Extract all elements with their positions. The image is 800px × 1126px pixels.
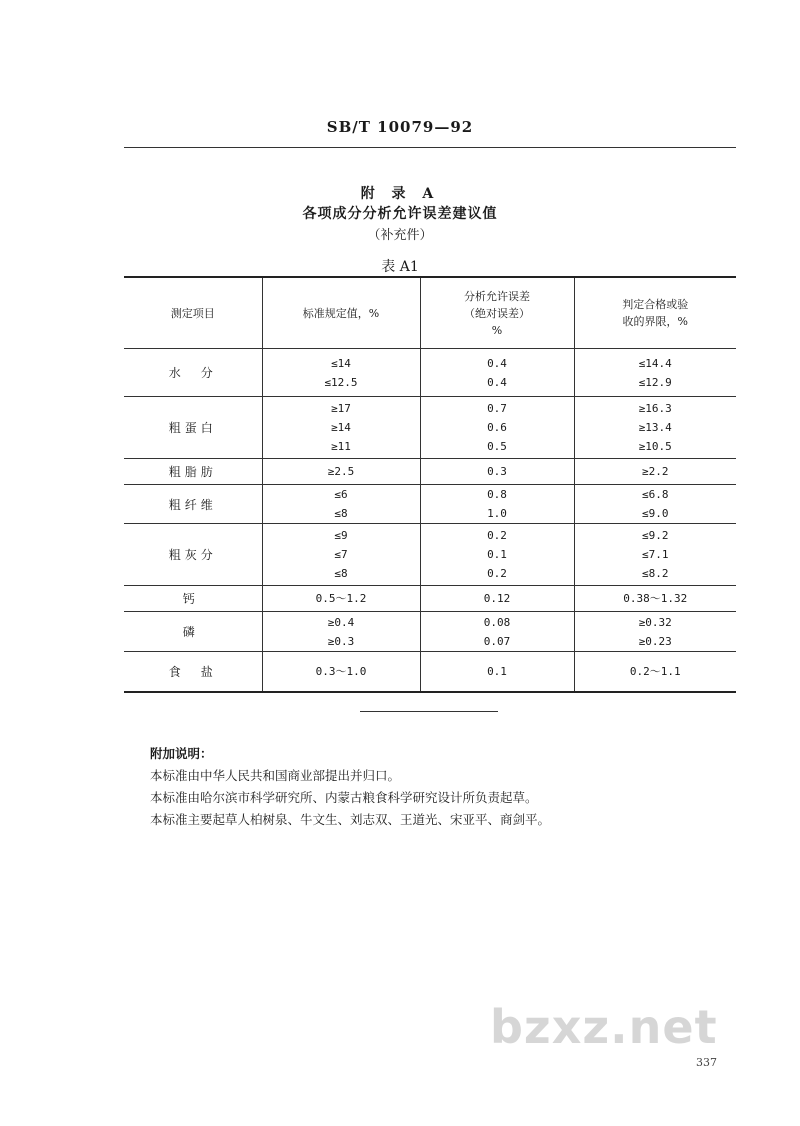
cell-value: 0.4: [487, 375, 507, 389]
table-header-row: [124, 277, 736, 349]
table-row: [124, 459, 736, 485]
cell-value: ≤14.4: [638, 356, 672, 370]
cell-value: ≤12.5: [324, 375, 358, 389]
cell-value: 0.08: [483, 615, 511, 629]
cell-tolerance: [420, 586, 574, 612]
cell-value: ≥13.4: [638, 421, 672, 434]
table-body: [124, 349, 736, 692]
cell-value: ≥2.5: [327, 465, 355, 478]
cell-value: 0.6: [487, 421, 507, 434]
header-rule: [124, 147, 736, 148]
notes-line: 本标准由哈尔滨市科学研究所、内蒙古粮食科学研究设计所负责起草。: [150, 790, 538, 805]
cell-value: ≤8: [334, 507, 348, 520]
cell-standard: [262, 612, 420, 652]
cell-value: ≥2.2: [642, 465, 669, 478]
cell-limit: [574, 349, 736, 397]
page-number: 337: [696, 1056, 717, 1069]
cell-value: ≤8: [334, 567, 348, 580]
cell-standard: [262, 459, 420, 485]
cell-standard: [262, 652, 420, 692]
notes-line: 本标准由中华人民共和国商业部提出并归口。: [150, 768, 401, 783]
cell-item: 粗脂肪: [124, 459, 262, 485]
cell-item: 粗灰分: [124, 524, 262, 586]
header-standard: 标准规定值，%: [262, 277, 420, 349]
cell-value: ≥14: [331, 421, 351, 434]
header-limit-line1: 判定合格或验: [622, 298, 689, 311]
table-row: [124, 612, 736, 652]
cell-item: 磷: [124, 612, 262, 652]
cell-value: ≥10.5: [638, 440, 672, 453]
cell-value: ≥0.3: [327, 634, 355, 648]
table-row: [124, 485, 736, 524]
cell-value: ≤7: [334, 548, 348, 561]
cell-value: 0.1: [487, 548, 507, 561]
table-row: [124, 652, 736, 692]
cell-item: 粗蛋白: [124, 397, 262, 459]
table-row: [124, 586, 736, 612]
cell-standard: [262, 524, 420, 586]
cell-value: ≥0.4: [327, 615, 355, 629]
cell-value: 0.2: [487, 529, 507, 542]
cell-limit: [574, 485, 736, 524]
table-row: [124, 397, 736, 459]
header-tolerance-line1: 分析允许误差: [464, 289, 530, 303]
tolerance-table: [124, 276, 736, 693]
cell-standard: [262, 485, 420, 524]
cell-tolerance: [420, 349, 574, 397]
cell-value: ≤6.8: [642, 488, 669, 501]
cell-value: ≤8.2: [642, 567, 669, 580]
cell-value: ≤6: [334, 488, 348, 501]
cell-value: 0.7: [487, 402, 507, 415]
cell-limit: [574, 459, 736, 485]
header-item: 测定项目: [124, 277, 262, 349]
cell-item: 水 分: [124, 349, 262, 397]
cell-value: ≥17: [331, 402, 351, 415]
cell-standard: [262, 586, 420, 612]
cell-tolerance: [420, 612, 574, 652]
cell-tolerance: [420, 652, 574, 692]
cell-limit: [574, 586, 736, 612]
cell-value: 1.0: [487, 507, 507, 520]
cell-limit: [574, 612, 736, 652]
standard-code-header: SB/T 10079—92: [326, 118, 474, 136]
cell-value: 0.2～1.1: [629, 664, 681, 678]
cell-standard: [262, 349, 420, 397]
end-rule: [360, 711, 498, 712]
cell-item: 钙: [124, 586, 262, 612]
cell-value: ≤14: [331, 356, 351, 370]
header-limit: [574, 277, 736, 349]
cell-value: 0.8: [487, 488, 507, 501]
cell-value: 0.1: [487, 664, 507, 678]
cell-value: ≤7.1: [642, 548, 669, 561]
cell-value: ≤12.9: [638, 375, 672, 389]
table-row: [124, 524, 736, 586]
cell-value: 0.5～1.2: [315, 592, 367, 605]
cell-limit: [574, 652, 736, 692]
cell-value: ≥0.23: [638, 634, 672, 648]
cell-value: ≤9.0: [642, 507, 669, 520]
cell-tolerance: [420, 397, 574, 459]
cell-tolerance: [420, 459, 574, 485]
appendix-label: 附 录 A: [360, 186, 440, 202]
notes-title: 附加说明：: [150, 746, 213, 761]
cell-limit: [574, 524, 736, 586]
header-limit-line2: 收的界限，%: [622, 315, 688, 328]
cell-value: 0.3～1.0: [315, 664, 367, 678]
cell-standard: [262, 397, 420, 459]
cell-item: 粗纤维: [124, 485, 262, 524]
table-row: [124, 349, 736, 397]
cell-value: 0.2: [487, 567, 507, 580]
header-tolerance-line3: %: [491, 323, 503, 337]
table-caption: 表 A1: [381, 259, 419, 275]
appendix-title: 各项成分分析允许误差建议值: [302, 206, 498, 222]
watermark: bzxz.net: [490, 1000, 718, 1054]
cell-value: 0.38～1.32: [623, 592, 688, 605]
header-tolerance-line2: （绝对误差）: [464, 306, 530, 320]
cell-limit: [574, 397, 736, 459]
cell-value: ≥11: [331, 440, 351, 453]
cell-value: 0.3: [487, 465, 507, 478]
additional-notes: [150, 743, 550, 831]
cell-tolerance: [420, 485, 574, 524]
cell-value: ≥0.32: [638, 615, 672, 629]
cell-value: 0.12: [483, 592, 511, 605]
cell-value: ≤9: [334, 529, 348, 542]
cell-value: ≤9.2: [642, 529, 669, 542]
notes-line: 本标准主要起草人柏树泉、牛文生、刘志双、王道光、宋亚平、商剑平。: [150, 812, 551, 827]
cell-tolerance: [420, 524, 574, 586]
header-tolerance: [420, 277, 574, 349]
cell-item: 食 盐: [124, 652, 262, 692]
cell-value: 0.5: [487, 440, 507, 453]
cell-value: 0.4: [487, 356, 507, 370]
cell-value: ≥16.3: [638, 402, 672, 415]
cell-value: 0.07: [483, 634, 511, 648]
appendix-subtitle: （补充件）: [367, 228, 433, 243]
